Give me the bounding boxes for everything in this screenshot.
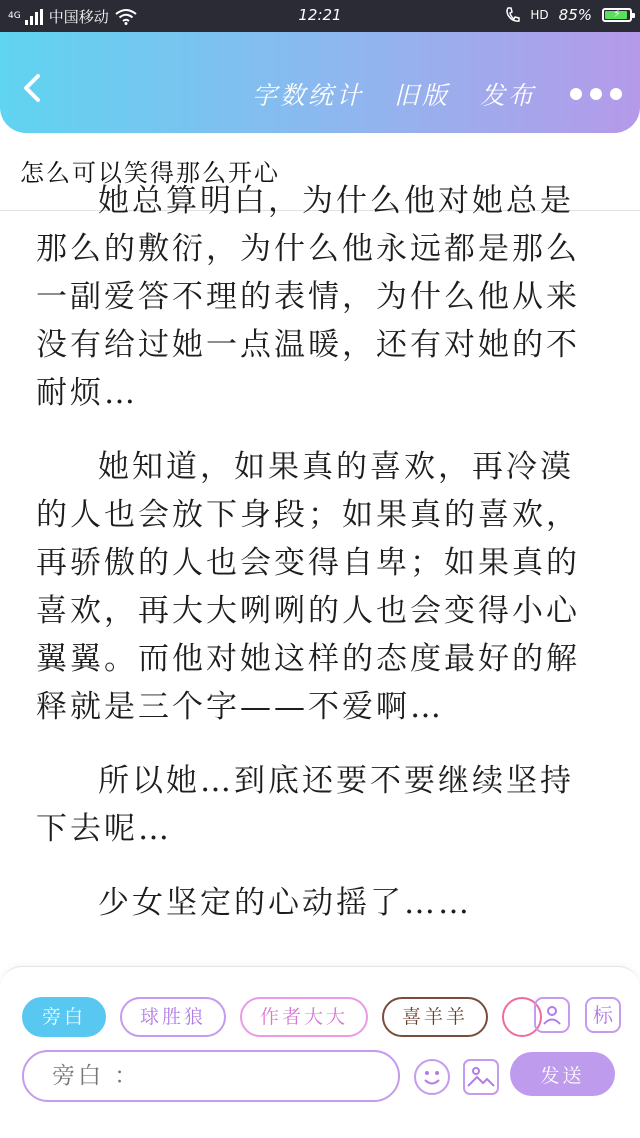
toolbar-actions <box>222 76 622 112</box>
image-icon[interactable] <box>463 1059 499 1095</box>
battery-percent: 85% <box>558 6 592 24</box>
toolbar <box>0 32 640 133</box>
story-content[interactable] <box>0 183 640 967</box>
status-time: 12:21 <box>298 6 342 24</box>
hd-badge: HD <box>530 8 549 22</box>
emoji-icon[interactable] <box>414 1059 450 1095</box>
back-arrow-icon[interactable] <box>14 70 50 106</box>
more-icon[interactable] <box>570 88 622 100</box>
bottom-bar <box>0 1106 640 1138</box>
paragraph: 她知道，如果真的喜欢，再冷漠的人也会放下身段；如果真的喜欢，再骄傲的人也会变得自卑；如果真的喜欢，再大大咧咧的人也会变得小心翼翼。而他对她这样的态度最好的解释就是三个字——不爱啊… <box>36 449 580 725</box>
paragraph: 所以她…到底还要不要继续坚持下去呢… <box>36 763 574 847</box>
role-chip-narrator[interactable]: 旁白 <box>22 997 106 1037</box>
battery-icon <box>602 8 632 22</box>
message-input-wrapper <box>22 1050 400 1102</box>
publish-button[interactable]: 发布 <box>480 76 536 112</box>
role-selector <box>22 997 514 1039</box>
charging-bolt-icon: ⚡ <box>613 7 621 20</box>
message-input[interactable] <box>24 1052 398 1100</box>
send-button[interactable]: 发送 <box>510 1052 615 1096</box>
paragraph: 她总算明白，为什么他对她总是那么的敷衍，为什么他永远都是那么一副爱答不理的表情，为什么他从来没有给过她一点温暖，还有对她的不耐烦… <box>36 183 580 411</box>
carrier-name: 中国移动 <box>48 8 109 26</box>
status-bar <box>0 0 640 32</box>
word-count-button[interactable]: 字数统计 <box>252 76 364 112</box>
role-chip-author[interactable]: 作者大大 <box>240 997 368 1037</box>
role-chip-4[interactable]: 喜羊羊 <box>382 997 488 1037</box>
header <box>0 0 640 133</box>
chapter-title[interactable]: 怎么可以笑得那么开心 <box>20 159 280 187</box>
tag-icon[interactable]: 标 <box>585 997 621 1033</box>
paragraph: 少女坚定的心动摇了…… <box>98 885 472 921</box>
old-version-button[interactable]: 旧版 <box>394 76 450 112</box>
role-chip-2[interactable]: 球胜狼 <box>120 997 226 1037</box>
add-character-icon[interactable] <box>534 997 570 1033</box>
story-text <box>36 177 606 953</box>
phone-icon <box>506 7 520 23</box>
network-tag: 4G <box>8 11 21 21</box>
status-right <box>506 6 632 24</box>
input-panel <box>0 966 640 1107</box>
